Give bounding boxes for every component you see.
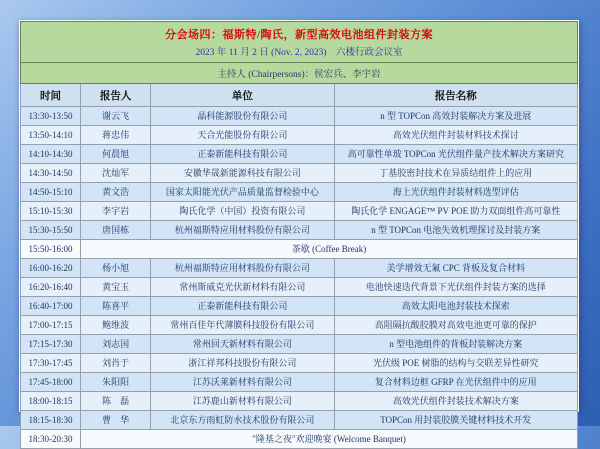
- speaker-cell: 黄文浩: [81, 183, 151, 202]
- talk-title-cell: 光伏级 POE 树脂的结构与交联差异性研究: [334, 354, 577, 373]
- time-cell: 16:40-17:00: [21, 297, 81, 316]
- organization-cell: 常州回天新材料有限公司: [151, 335, 334, 354]
- organization-cell: 晶科能源股份有限公司: [151, 107, 334, 126]
- agenda-row-break: [21, 240, 578, 259]
- agenda-row: [21, 183, 578, 202]
- agenda-table: [20, 21, 578, 449]
- talk-title-cell: 美学增效无氟 CPC 背板及复合材料: [334, 259, 577, 278]
- organization-cell: 正泰新能科技有限公司: [151, 297, 334, 316]
- agenda-row: [21, 278, 578, 297]
- speaker-cell: 刘肖于: [81, 354, 151, 373]
- talk-title-cell: n 型电池组件的背板封装解决方案: [334, 335, 577, 354]
- talk-title-cell: 高效太阳电池封装技术探索: [334, 297, 577, 316]
- talk-title-cell: 高效光伏组件封装技术解决方案: [334, 392, 577, 411]
- talk-title-cell: n 型 TOPCon 电池失效机理探讨及封装方案: [334, 221, 577, 240]
- session-datetime-room: 2023 年 11 月 2 日 (Nov. 2, 2023) 六楼行政会议室: [195, 48, 403, 58]
- organization-cell: 江苏鹿山新材料有限公司: [151, 392, 334, 411]
- speaker-cell: 何晨旭: [81, 145, 151, 164]
- agenda-row: [21, 202, 578, 221]
- agenda-row: [21, 145, 578, 164]
- time-cell: 18:30-20:30: [21, 430, 81, 449]
- agenda-body: [21, 107, 578, 449]
- agenda-row: [21, 126, 578, 145]
- speaker-cell: 黄宝玉: [81, 278, 151, 297]
- organization-cell: 国家太阳能光伏产品质量监督检验中心: [151, 183, 334, 202]
- speaker-cell: 蒋忠伟: [81, 126, 151, 145]
- organization-cell: 浙江祥邦科技股份有限公司: [151, 354, 334, 373]
- speaker-cell: 鲍维波: [81, 316, 151, 335]
- agenda-row: [21, 316, 578, 335]
- agenda-row: [21, 411, 578, 430]
- talk-title-cell: 海上光伏组件封装材料选型评估: [334, 183, 577, 202]
- agenda-row: [21, 354, 578, 373]
- time-cell: 16:00-16:20: [21, 259, 81, 278]
- agenda-row: [21, 164, 578, 183]
- agenda-row: [21, 297, 578, 316]
- organization-cell: 陶氏化学（中国）投资有限公司: [151, 202, 334, 221]
- chairpersons-cell: [21, 63, 578, 84]
- speaker-cell: 朱阳阳: [81, 373, 151, 392]
- talk-title-cell: 丁基胶密封技术在异质结组件上的应用: [334, 164, 577, 183]
- talk-title-cell: 陶氏化学 ENGAGE™ PV POE 助力双面组件高可靠性: [334, 202, 577, 221]
- talk-title-cell: 复合材料边框 GFRP 在光伏组件中的应用: [334, 373, 577, 392]
- talk-title-cell: 高效光伏组件封装材料技术探讨: [334, 126, 577, 145]
- organization-cell: 杭州福斯特应用材料股份有限公司: [151, 259, 334, 278]
- talk-title-cell: TOPCon 用封装胶膜关键材料技术开发: [334, 411, 577, 430]
- time-cell: 14:10-14:30: [21, 145, 81, 164]
- speaker-cell: 唐国栋: [81, 221, 151, 240]
- agenda-row: [21, 335, 578, 354]
- time-cell: 13:50-14:10: [21, 126, 81, 145]
- time-cell: 16:20-16:40: [21, 278, 81, 297]
- program-page: [19, 20, 579, 444]
- speaker-cell: 陈喜平: [81, 297, 151, 316]
- talk-title-cell: 高阻隔抗酸胶膜对高效电池更可靠的保护: [334, 316, 577, 335]
- time-cell: 17:15-17:30: [21, 335, 81, 354]
- time-cell: 13:30-13:50: [21, 107, 81, 126]
- talk-title-cell: 高可靠性单玻 TOPCon 光伏组件量产技术解决方案研究: [334, 145, 577, 164]
- speaker-cell: 沈灿军: [81, 164, 151, 183]
- break-label-cell: 茶歇 (Coffee Break): [81, 240, 578, 259]
- column-header-title: 报告名称: [334, 84, 577, 107]
- column-header-row: [21, 84, 578, 107]
- agenda-row: [21, 221, 578, 240]
- organization-cell: 常州百佳年代薄膜科技股份有限公司: [151, 316, 334, 335]
- time-cell: 17:00-17:15: [21, 316, 81, 335]
- time-cell: 15:30-15:50: [21, 221, 81, 240]
- column-header-speaker: 报告人: [81, 84, 151, 107]
- organization-cell: 正泰新能科技有限公司: [151, 145, 334, 164]
- session-header-band: [21, 22, 578, 63]
- agenda-row: [21, 373, 578, 392]
- organization-cell: 江苏沃莱新材料有限公司: [151, 373, 334, 392]
- time-cell: 17:45-18:00: [21, 373, 81, 392]
- time-cell: 15:10-15:30: [21, 202, 81, 221]
- speaker-cell: 谢云飞: [81, 107, 151, 126]
- speaker-cell: 杨小旭: [81, 259, 151, 278]
- speaker-cell: 陈 磊: [81, 392, 151, 411]
- organization-cell: 常州斯威克光伏新材料有限公司: [151, 278, 334, 297]
- agenda-row: [21, 107, 578, 126]
- column-header-org: 单位: [151, 84, 334, 107]
- banquet-label-cell: "隆基之夜"欢迎晚宴 (Welcome Banquet): [81, 430, 578, 449]
- speaker-cell: 刘志国: [81, 335, 151, 354]
- speaker-cell: 曹 华: [81, 411, 151, 430]
- time-cell: 17:30-17:45: [21, 354, 81, 373]
- time-cell: 18:15-18:30: [21, 411, 81, 430]
- agenda-row: [21, 259, 578, 278]
- agenda-row: [21, 392, 578, 411]
- chairpersons-band: [21, 63, 578, 84]
- session-title: 分会场四：福斯特/陶氏，新型高效电池组件封装方案: [164, 29, 434, 41]
- organization-cell: 安徽华晟新能源科技有限公司: [151, 164, 334, 183]
- speaker-cell: 李宇岩: [81, 202, 151, 221]
- session-header-cell: [21, 22, 578, 63]
- talk-title-cell: 电池快速迭代背景下光伏组件封装方案的选择: [334, 278, 577, 297]
- time-cell: 15:50-16:00: [21, 240, 81, 259]
- time-cell: 18:00-18:15: [21, 392, 81, 411]
- time-cell: 14:30-14:50: [21, 164, 81, 183]
- time-cell: 14:50-15:10: [21, 183, 81, 202]
- chairpersons-line: 主持人 (Chairpersons)：侯宏兵、李宇岩: [217, 70, 381, 80]
- talk-title-cell: n 型 TOPCon 高效封装解决方案及进展: [334, 107, 577, 126]
- organization-cell: 天合光能股份有限公司: [151, 126, 334, 145]
- agenda-row-banquet: [21, 430, 578, 449]
- organization-cell: 杭州福斯特应用材料股份有限公司: [151, 221, 334, 240]
- organization-cell: 北京东方雨虹防水技术股份有限公司: [151, 411, 334, 430]
- column-header-time: 时间: [21, 84, 81, 107]
